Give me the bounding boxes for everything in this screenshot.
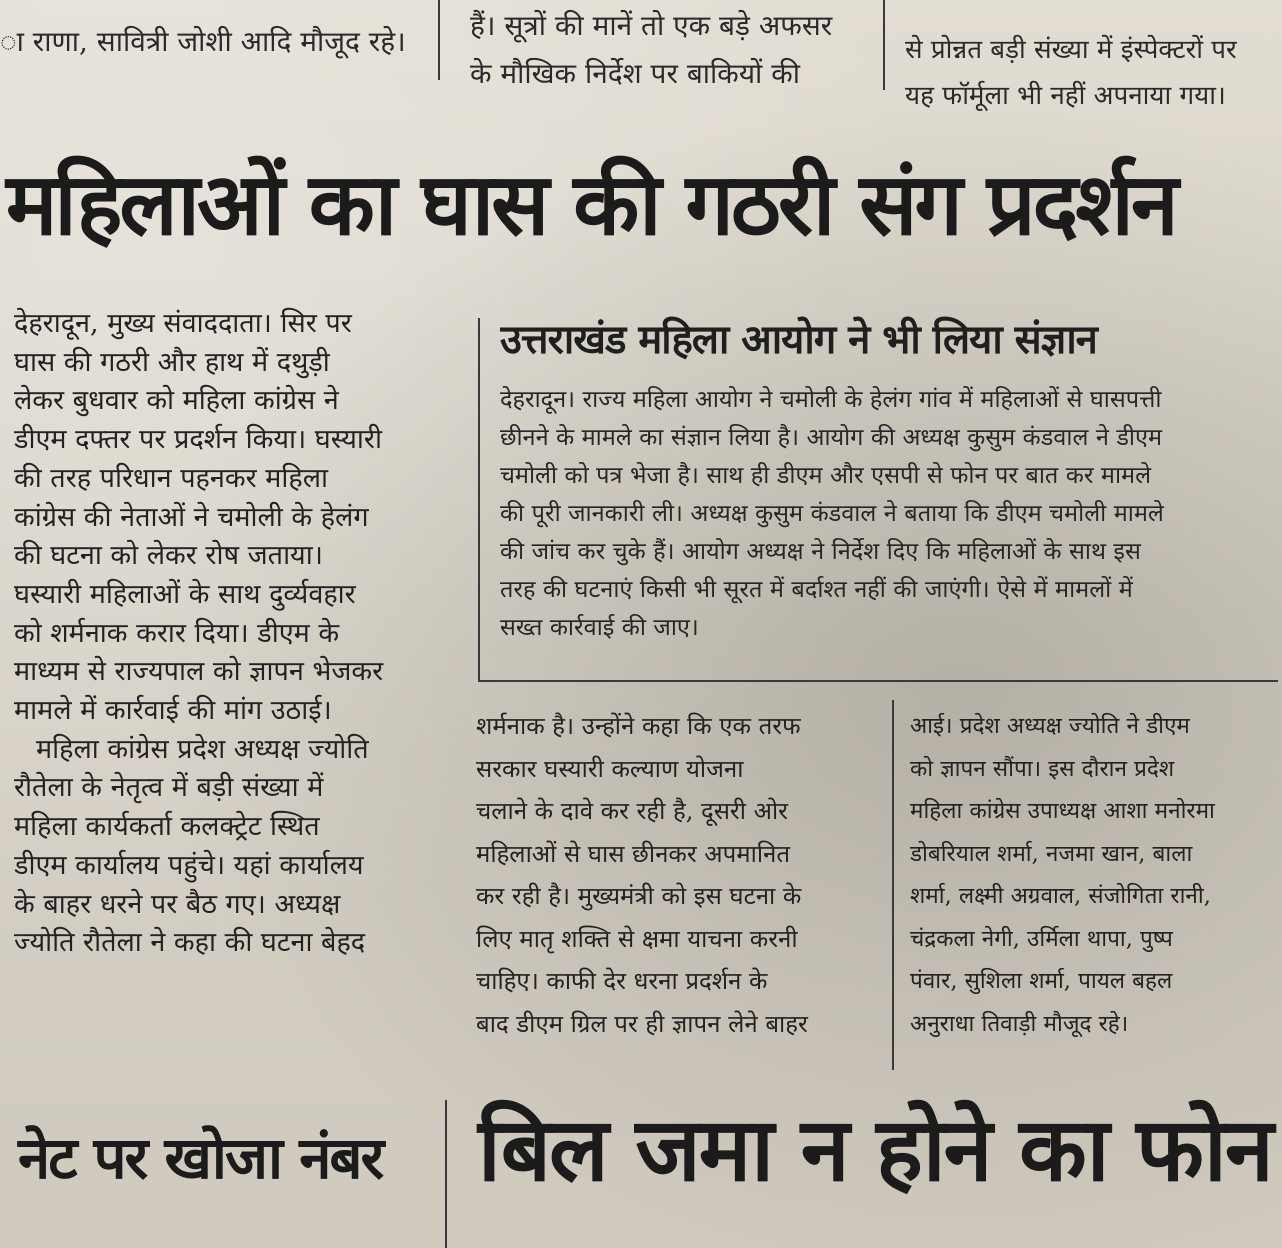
body-line: रौतेला के नेतृत्व में बड़ी संख्या में [14,772,324,804]
body-line: आई। प्रदेश अध्यक्ष ज्योति ने डीएम [910,713,1190,739]
body-line: अनुराधा तिवाड़ी मौजूद रहे। [910,1010,1129,1037]
box-article [500,312,1280,674]
box-border-bottom [478,680,1278,682]
middle-column [476,705,876,1065]
bottom-left-headline: नेट पर खोजा नंबर [18,1124,383,1192]
body-line: देहरादून, मुख्य संवाददाता। सिर पर [14,308,352,339]
body-line: मामले में कार्रवाई की मांग उठाई। [14,695,332,727]
main-headline: महिलाओं का घास की गठरी संग प्रदर्शन [6,155,1176,255]
body-line: की घटना को लेकर रोष जताया। [14,540,323,572]
body-line: महिला कार्यकर्ता कलक्ट्रेट स्थित [14,811,320,843]
box-title: उत्तराखंड महिला आयोग ने भी लिया संज्ञान [500,317,1097,363]
body-line: महिला कांग्रेस प्रदेश अध्यक्ष ज्योति [36,733,369,765]
top-col3-line: यह फॉर्मूला भी नहीं अपनाया गया। [905,81,1226,111]
top-col1-line: ा राणा, सावित्री जोशी आदि मौजूद रहे। [0,25,406,58]
body-line: की तरह परिधान पहनकर महिला [14,462,328,494]
left-column [14,305,444,1065]
bottom-right-headline: बिल जमा न होने का फोन [478,1098,1272,1201]
box-line: की जांच कर चुके हैं। आयोग अध्यक्ष ने निर्देश दिए कि महिलाओं के साथ इस [500,537,1141,565]
body-line: घस्यारी महिलाओं के साथ दुर्व्यवहार [14,578,356,610]
body-line: चाहिए। काफी देर धरना प्रदर्शन के [476,967,768,995]
body-line: डोबरियाल शर्मा, नजमा खान, बाला [910,840,1193,867]
body-line: के बाहर धरने पर बैठ गए। अध्यक्ष [14,888,341,920]
body-line: घास की गठरी और हाथ में दथुड़ी [14,346,330,378]
body-line: कांग्रेस की नेताओं ने चमोली के हेलंग [14,501,369,533]
top-col2-line: हैं। सूत्रों की मानें तो एक बड़े अफसर [470,9,833,42]
body-line: चंद्रकला नेगी, उर्मिला थापा, पुष्प [910,925,1173,952]
column-divider [445,1100,447,1248]
body-line: को शर्मनाक करार दिया। डीएम के [14,617,340,649]
column-divider [438,0,440,80]
body-line: माध्यम से राज्यपाल को ज्ञापन भेजकर [14,656,384,688]
top-col2-line: के मौखिक निर्देश पर बाकियों की [470,57,800,90]
body-line: शर्मनाक है। उन्होंने कहा कि एक तरफ [476,712,801,740]
box-line: की पूरी जानकारी ली। अध्यक्ष कुसुम कंडवाल ने बताया कि डीएम चमोली मामले [500,499,1164,527]
box-border-left [478,318,480,680]
box-line: सख्त कार्रवाई की जाए। [500,613,699,641]
body-line: लिए मातृ शक्ति से क्षमा याचना करनी [476,924,798,953]
body-line: सरकार घस्यारी कल्याण योजना [476,754,744,783]
column-divider [892,700,894,1070]
box-line: चमोली को पत्र भेजा है। साथ ही डीएम और एसपी से फोन पर बात कर मामले [500,461,1152,489]
body-line: पंवार, सुशिला शर्मा, पायल बहल [910,968,1173,994]
body-line: महिलाओं से घास छीनकर अपमानित [476,839,791,868]
column-divider [883,0,885,90]
body-line: डीएम दफ्तर पर प्रदर्शन किया। घस्यारी [14,424,382,456]
body-line: ज्योति रौतेला ने कहा की घटना बेहद [14,927,366,959]
body-line: कर रही है। मुख्यमंत्री को इस घटना के [476,882,802,910]
right-column [910,705,1280,1065]
top-strip [0,0,1282,110]
body-line: शर्मा, लक्ष्मी अग्रवाल, संजोगिता रानी, [910,883,1211,909]
body-line: चलाने के दावे कर रही है, दूसरी ओर [476,797,788,825]
body-line: महिला कांग्रेस उपाध्यक्ष आशा मनोरमा [910,798,1215,824]
top-col3-line: से प्रोन्नत बड़ी संख्या में इंस्पेक्टरों पर [905,35,1237,65]
box-line: तरह की घटनाएं किसी भी सूरत में बर्दाश्त नहीं की जाएंगी। ऐसे में मामलों में [500,575,1133,603]
body-line: डीएम कार्यालय पहुंचे। यहां कार्यालय [14,849,364,881]
body-line: को ज्ञापन सौंपा। इस दौरान प्रदेश [910,755,1175,782]
box-line: छीनने के मामले का संज्ञान लिया है। आयोग की अध्यक्ष कुसुम कंडवाल ने डीएम [500,423,1163,451]
body-line: बाद डीएम ग्रिल पर ही ज्ञापन लेने बाहर [476,1009,808,1038]
body-line: लेकर बुधवार को महिला कांग्रेस ने [14,385,339,417]
box-line: देहरादून। राज्य महिला आयोग ने चमोली के हेलंग गांव में महिलाओं से घासपत्ती [500,385,1162,413]
